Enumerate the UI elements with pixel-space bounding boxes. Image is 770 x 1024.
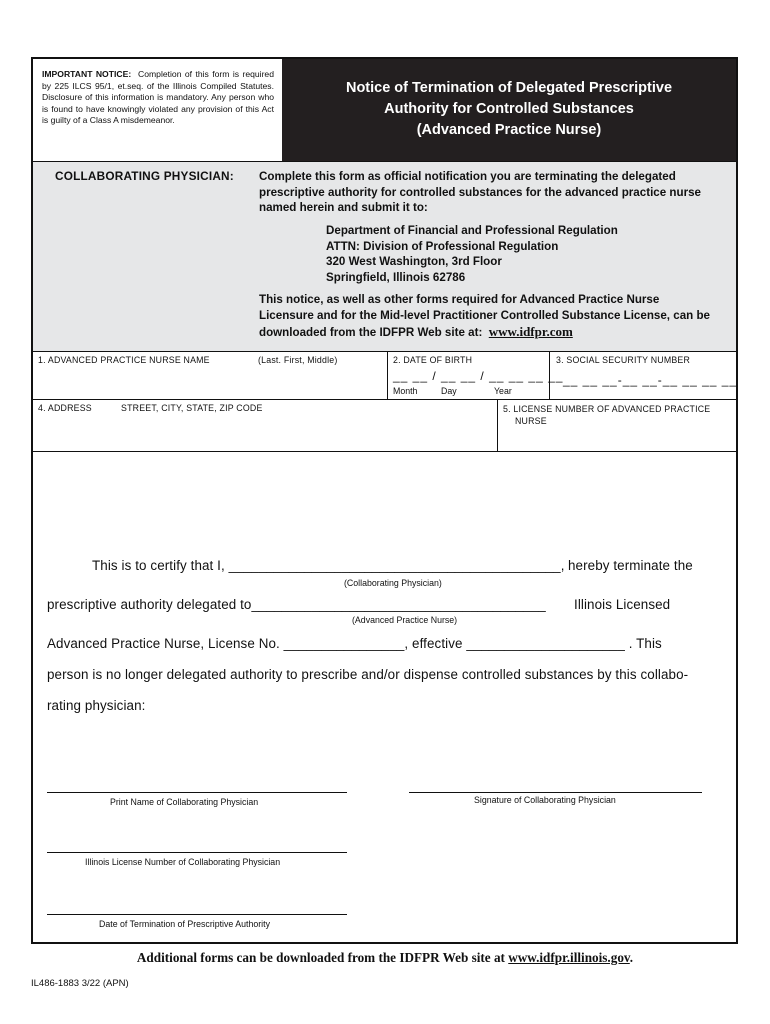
signature-line[interactable] bbox=[409, 792, 702, 793]
address-hint: STREET, CITY, STATE, ZIP CODE bbox=[121, 403, 263, 413]
mailing-address bbox=[326, 223, 618, 285]
certify-line-3: Advanced Practice Nurse, License No. ________________, effective _____________________ . This bbox=[47, 636, 662, 651]
dob-label: 2. DATE OF BIRTH bbox=[393, 355, 473, 365]
termination-date-caption: Date of Termination of Prescriptive Authority bbox=[99, 919, 270, 929]
divider bbox=[497, 400, 498, 451]
license-number-line[interactable] bbox=[47, 852, 347, 853]
license-number-label: 5. LICENSE NUMBER OF ADVANCED PRACTICE bbox=[503, 404, 711, 414]
download-text: This notice, as well as other forms required for Advanced Practice Nurse Licensure and for the Mid-level Practitioner Controlled Substance License, can be downloaded from the IDFPR Web site at: bbox=[259, 293, 710, 339]
ssn-label: 3. SOCIAL SECURITY NUMBER bbox=[556, 355, 691, 365]
title-line-2: Authority for Controlled Substances bbox=[384, 101, 634, 117]
instructions-text: Complete this form as official notification you are terminating the delegated prescriptive authority for controlled substances for the advanced practice nurse named herein and submit it to: bbox=[259, 170, 701, 214]
footer-link[interactable]: www.idfpr.illinois.gov bbox=[508, 950, 630, 965]
certify-line-1-end: hereby terminate the bbox=[568, 558, 693, 573]
dob-field[interactable]: __ __ / __ __ / __ __ __ __ bbox=[393, 369, 564, 383]
nurse-name-hint: (Last. First, Middle) bbox=[258, 355, 338, 365]
form-frame bbox=[31, 57, 738, 944]
divider bbox=[387, 352, 388, 399]
notice-text: Completion of this form is required by 225 ILCS 95/1, et.seq. of the Illinois Compiled Statutes. Disclosure of this information is mandatory. Any person who is found to have knowingly violated any provision of this Act is guilty of a Class A misdemeanor. bbox=[42, 69, 274, 126]
license-number-caption: Illinois License Number of Collaborating Physician bbox=[85, 857, 281, 867]
caption-collaborating-physician: (Collaborating Physician) bbox=[344, 578, 442, 588]
form-title bbox=[282, 59, 736, 161]
download-link[interactable]: www.idfpr.com bbox=[488, 324, 573, 339]
footer-period: . bbox=[629, 950, 634, 965]
divider bbox=[549, 352, 550, 399]
print-name-caption: Print Name of Collaborating Physician bbox=[110, 797, 259, 807]
address-label: 4. ADDRESS bbox=[38, 403, 92, 413]
footer-note bbox=[0, 950, 770, 966]
dob-day: Day bbox=[441, 386, 457, 396]
certify-line-4: person is no longer delegated authority to prescribe and/or dispense controlled substances by this collabo- bbox=[47, 667, 689, 682]
signature-caption: Signature of Collaborating Physician bbox=[474, 795, 616, 805]
address-line: Department of Financial and Professional Regulation bbox=[326, 224, 618, 237]
address-line: Springfield, Illinois 62786 bbox=[326, 270, 466, 284]
field-row-1 bbox=[33, 351, 736, 400]
title-line-1: Notice of Termination of Delegated Prescriptive bbox=[345, 80, 673, 96]
instructions-panel bbox=[33, 161, 736, 351]
footer-text: Additional forms can be downloaded from the IDFPR Web site at bbox=[136, 950, 505, 965]
license-number-label-2: NURSE bbox=[515, 416, 547, 426]
form-number: IL486-1883 3/22 (APN) bbox=[31, 978, 129, 989]
field-row-2 bbox=[33, 400, 736, 452]
notice-lead: IMPORTANT NOTICE: bbox=[42, 69, 132, 79]
certification-section bbox=[33, 452, 736, 942]
certify-line-2-end: Illinois Licensed bbox=[574, 597, 671, 612]
collaborating-physician-label: COLLABORATING PHYSICIAN: bbox=[55, 169, 234, 183]
certify-line-1: This is to certify that I, ____________________________________________, bbox=[92, 558, 565, 573]
ssn-field[interactable]: __ __ __-__ __-__ __ __ __ bbox=[563, 373, 738, 387]
download-notice bbox=[259, 292, 715, 341]
dob-year: Year bbox=[494, 386, 512, 396]
print-name-line[interactable] bbox=[47, 792, 347, 793]
title-line-3: (Advanced Practice Nurse) bbox=[416, 122, 602, 138]
address-line: 320 West Washington, 3rd Floor bbox=[326, 255, 502, 269]
certify-line-5: rating physician: bbox=[47, 698, 146, 713]
termination-date-line[interactable] bbox=[47, 914, 347, 915]
nurse-name-label: 1. ADVANCED PRACTICE NURSE NAME bbox=[38, 355, 210, 365]
caption-advanced-practice-nurse: (Advanced Practice Nurse) bbox=[352, 615, 458, 625]
address-line: ATTN: Division of Professional Regulation bbox=[326, 239, 559, 253]
important-notice bbox=[33, 59, 282, 161]
dob-month: Month bbox=[393, 386, 418, 396]
certify-line-2: prescriptive authority delegated to_______________________________________ bbox=[47, 597, 546, 612]
